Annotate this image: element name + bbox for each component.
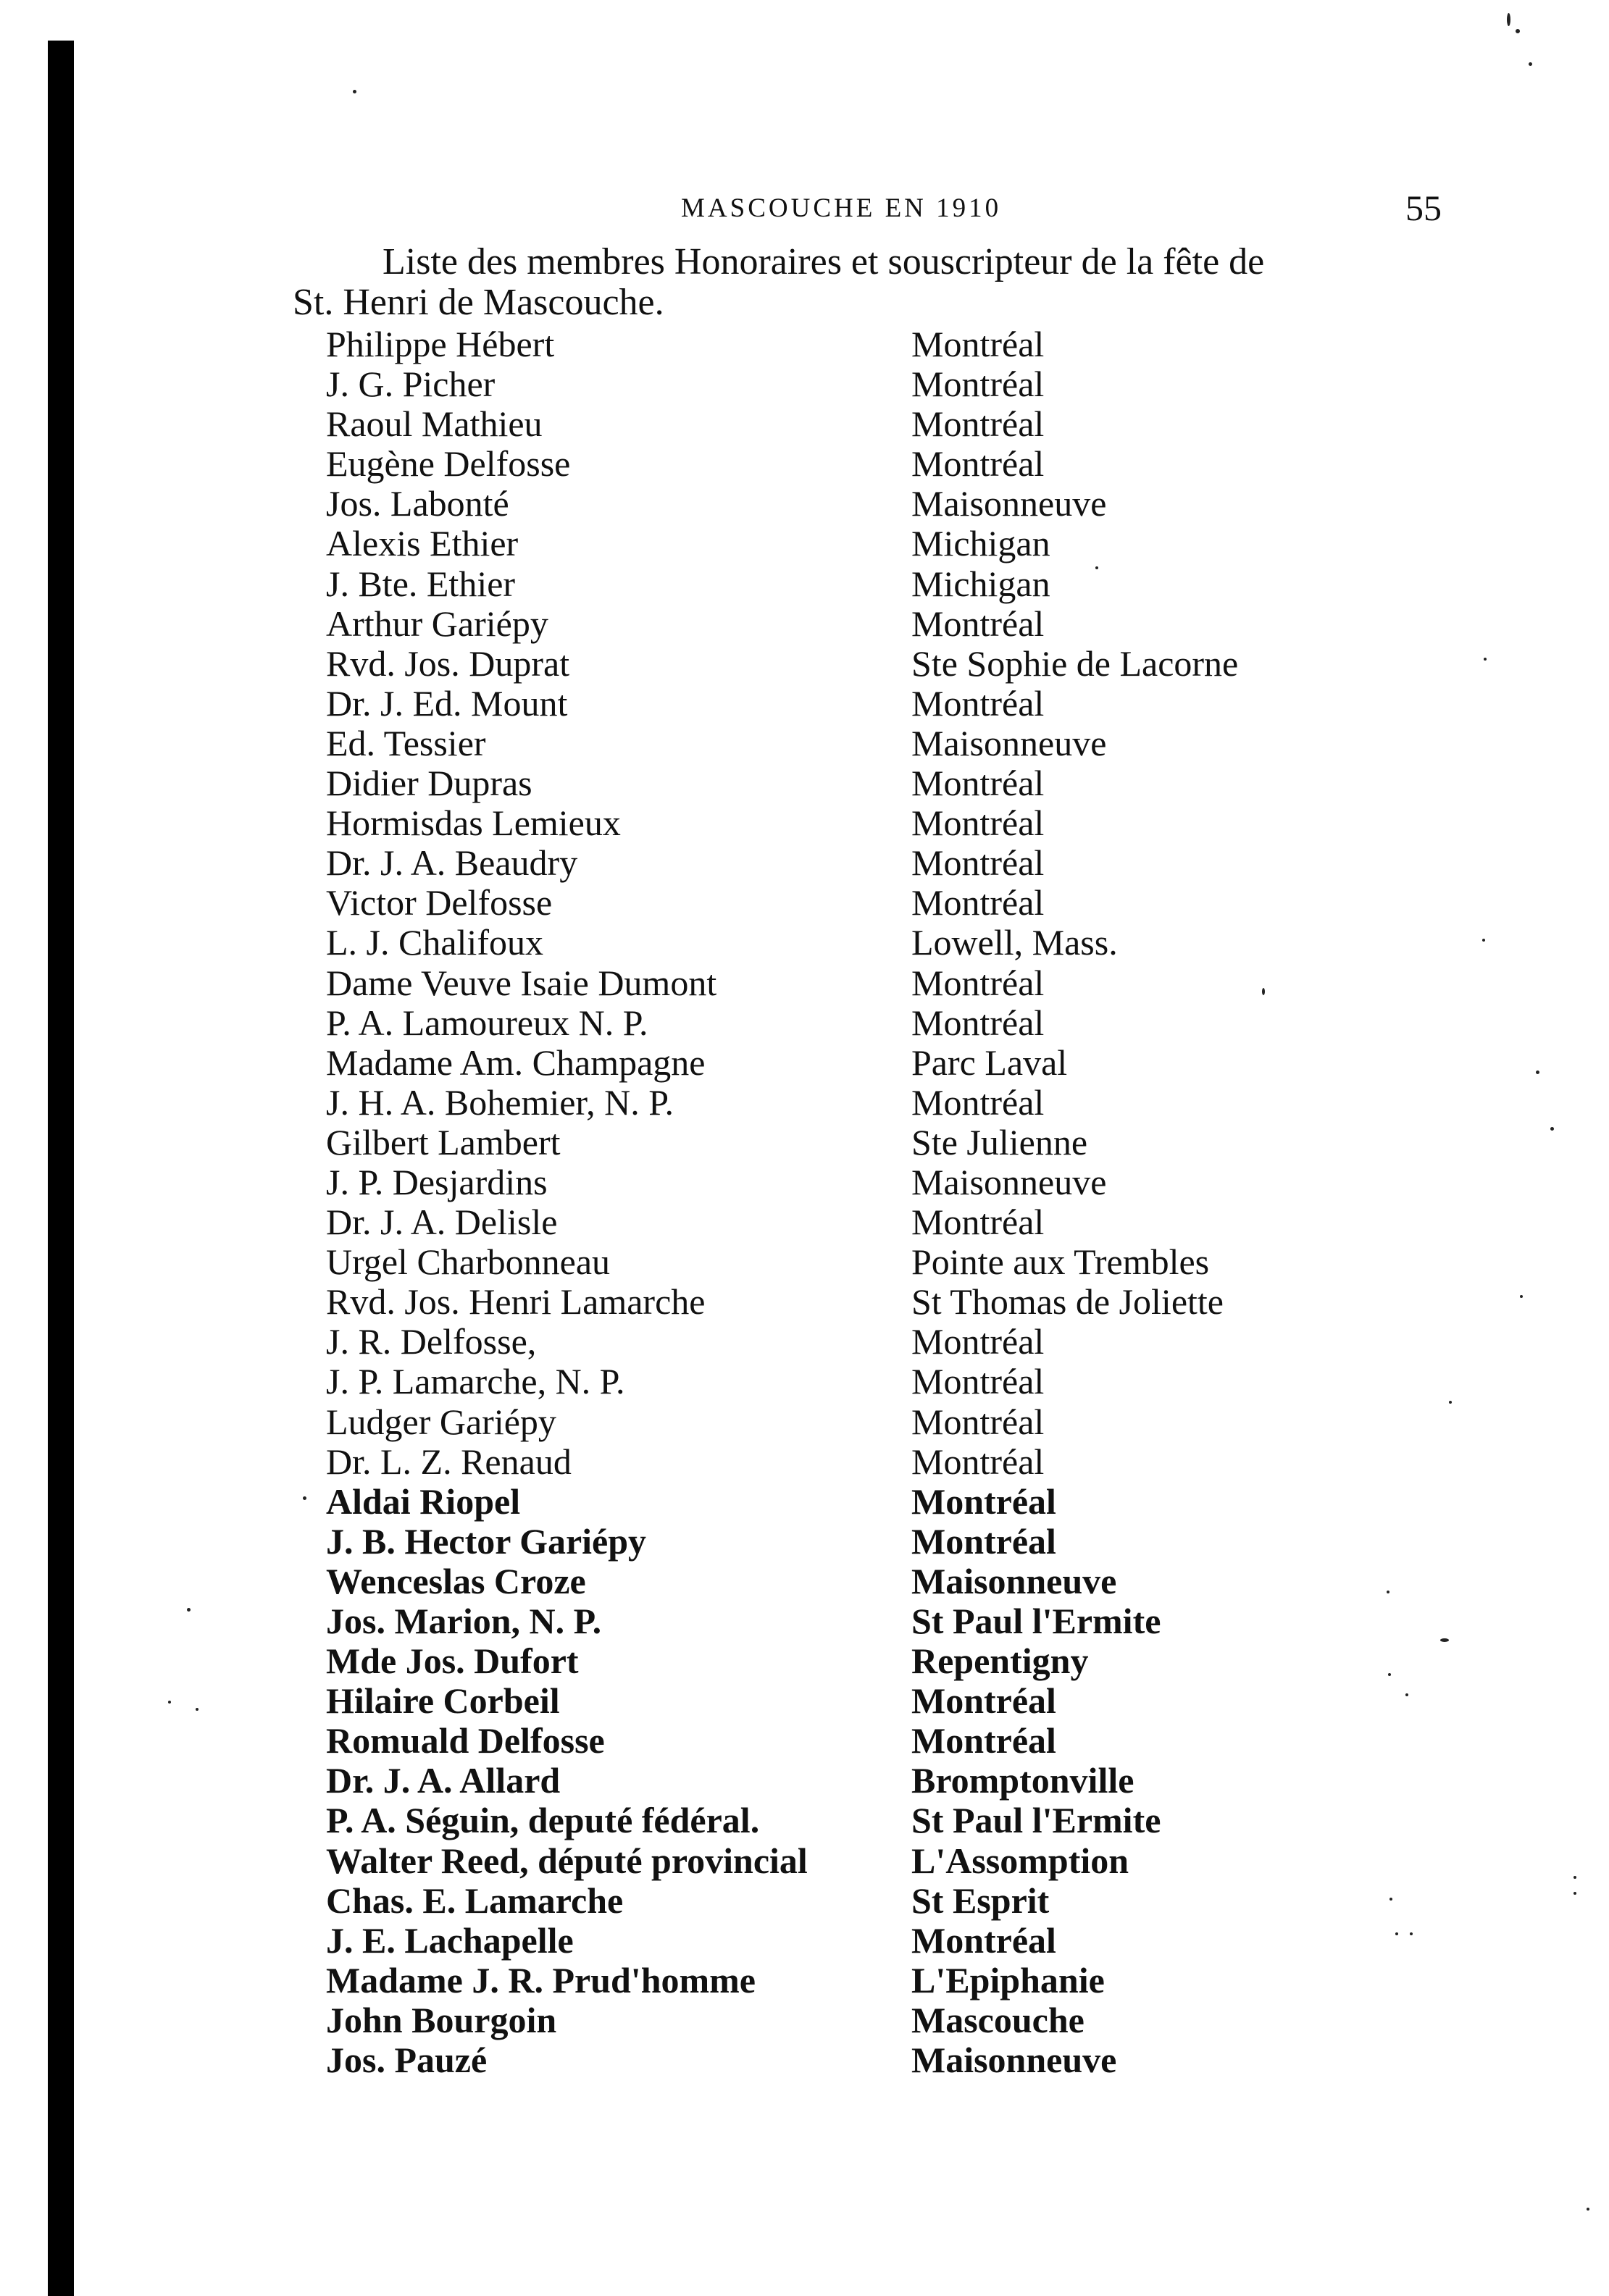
- member-row: [326, 1482, 1427, 1522]
- member-row: [326, 1522, 1427, 1562]
- member-place: Montréal: [911, 443, 1045, 485]
- speck: [1550, 1127, 1554, 1131]
- speck: [187, 1608, 191, 1612]
- speck: [1388, 1673, 1391, 1676]
- speck: [1410, 1932, 1413, 1935]
- member-name: Philippe Hébert: [326, 324, 555, 364]
- speck: [1507, 13, 1510, 26]
- speck: [1440, 1638, 1449, 1642]
- member-place: St Thomas de Joliette: [911, 1281, 1224, 1323]
- member-row: [326, 404, 1427, 444]
- member-name: Urgel Charbonneau: [326, 1241, 611, 1283]
- member-name: Romuald Delfosse: [326, 1720, 605, 1761]
- speck: [1095, 566, 1098, 569]
- member-place: Maisonneuve: [911, 2040, 1117, 2081]
- member-name: J. P. Desjardins: [326, 1161, 548, 1202]
- member-name: P. A. Séguin, deputé fédéral.: [326, 1800, 760, 1841]
- member-place: Montréal: [911, 1361, 1045, 1402]
- member-row: [326, 883, 1427, 923]
- intro-line-1: Liste des membres Honoraires et souscripteur de la fête de: [383, 241, 1265, 282]
- speck: [1387, 1591, 1389, 1593]
- speck: [1587, 2208, 1589, 2211]
- member-place: St Paul l'Ermite: [911, 1601, 1161, 1641]
- member-place: Pointe aux Trembles: [911, 1241, 1210, 1283]
- member-row: [326, 724, 1427, 763]
- member-name: J. E. Lachapelle: [326, 1919, 574, 1961]
- member-place: Montréal: [911, 1720, 1056, 1761]
- member-name: J. P. Lamarche, N. P.: [326, 1361, 625, 1402]
- member-name: Jos. Marion, N. P.: [326, 1601, 602, 1641]
- member-name: Eugène Delfosse: [326, 443, 571, 485]
- speck: [1529, 62, 1532, 66]
- member-row: [326, 1921, 1427, 1961]
- members-list: [326, 324, 1427, 2080]
- member-row: [326, 444, 1427, 484]
- member-row: [326, 524, 1427, 563]
- member-name: Rvd. Jos. Henri Lamarche: [326, 1281, 706, 1323]
- member-name: Hilaire Corbeil: [326, 1680, 560, 1722]
- member-place: St Paul l'Ermite: [911, 1800, 1161, 1841]
- member-row: [326, 1043, 1427, 1083]
- member-row: [326, 1322, 1427, 1362]
- binding-edge-lower: [62, 1000, 74, 2296]
- member-place: L'Epiphanie: [911, 1959, 1105, 2000]
- member-place: Michigan: [911, 523, 1050, 564]
- member-name: Dame Veuve Isaie Dumont: [326, 962, 717, 1003]
- member-place: Montréal: [911, 1401, 1045, 1442]
- member-row: [326, 763, 1427, 803]
- member-name: Didier Dupras: [326, 763, 532, 804]
- member-name: Gilbert Lambert: [326, 1121, 561, 1162]
- member-row: [326, 364, 1427, 404]
- member-name: Hormisdas Lemieux: [326, 803, 621, 844]
- member-place: Lowell, Mass.: [911, 922, 1118, 963]
- member-name: Chas. E. Lamarche: [326, 1880, 624, 1921]
- member-row: [326, 1442, 1427, 1482]
- member-place: Montréal: [911, 962, 1045, 1003]
- member-row: [326, 604, 1427, 644]
- member-name: Dr. L. Z. Renaud: [326, 1441, 572, 1482]
- member-place: Montréal: [911, 1520, 1056, 1562]
- member-name: Ed. Tessier: [326, 722, 486, 763]
- member-place: Montréal: [911, 403, 1045, 445]
- member-row: [326, 1681, 1427, 1721]
- member-name: Dr. J. A. Delisle: [326, 1202, 558, 1243]
- member-name: Dr. J. Ed. Mount: [326, 682, 568, 724]
- member-place: Montréal: [911, 1919, 1056, 1961]
- member-name: Rvd. Jos. Duprat: [326, 642, 570, 684]
- speck: [1516, 29, 1520, 33]
- member-name: J. R. Delfosse,: [326, 1321, 537, 1362]
- member-row: [326, 1641, 1427, 1681]
- speck: [1389, 1898, 1392, 1901]
- member-place: Maisonneuve: [911, 483, 1107, 524]
- member-place: Montréal: [911, 603, 1045, 644]
- member-place: Repentigny: [911, 1641, 1089, 1682]
- member-row: [326, 1362, 1427, 1402]
- member-row: [326, 564, 1427, 604]
- member-name: Victor Delfosse: [326, 882, 553, 923]
- member-row: [326, 684, 1427, 724]
- member-place: Bromptonville: [911, 1760, 1134, 1801]
- member-name: Raoul Mathieu: [326, 403, 543, 445]
- speck: [196, 1708, 198, 1711]
- member-name: Jos. Labonté: [326, 483, 509, 524]
- member-row: [326, 1162, 1427, 1202]
- member-row: [326, 324, 1427, 364]
- member-row: [326, 484, 1427, 524]
- speck: [1262, 988, 1265, 995]
- speck: [1574, 1876, 1576, 1879]
- speck: [1536, 1071, 1539, 1074]
- member-place: Montréal: [911, 1441, 1045, 1482]
- speck: [1574, 1892, 1576, 1895]
- member-place: Montréal: [911, 1321, 1045, 1362]
- member-place: Montréal: [911, 1680, 1056, 1722]
- member-name: Wenceslas Croze: [326, 1560, 586, 1601]
- member-place: Montréal: [911, 1002, 1045, 1043]
- member-row: [326, 1123, 1427, 1162]
- member-place: Mascouche: [911, 1999, 1084, 2040]
- member-name: Aldai Riopel: [326, 1480, 521, 1522]
- member-row: [326, 1083, 1427, 1123]
- member-name: Dr. J. A. Beaudry: [326, 842, 578, 884]
- member-name: J. H. A. Bohemier, N. P.: [326, 1081, 674, 1123]
- member-row: [326, 1003, 1427, 1043]
- member-name: Madame Am. Champagne: [326, 1042, 706, 1083]
- member-row: [326, 843, 1427, 883]
- speck: [1482, 939, 1485, 942]
- speck: [303, 1496, 306, 1500]
- member-name: Jos. Pauzé: [326, 2040, 488, 2081]
- member-row: [326, 1761, 1427, 1801]
- member-place: Montréal: [911, 1480, 1056, 1522]
- member-row: [326, 2040, 1427, 2080]
- member-place: Montréal: [911, 882, 1045, 923]
- speck: [168, 1701, 171, 1704]
- member-place: Montréal: [911, 324, 1045, 364]
- member-name: Madame J. R. Prud'homme: [326, 1959, 756, 2000]
- member-place: Maisonneuve: [911, 722, 1107, 763]
- member-row: [326, 1881, 1427, 1921]
- member-place: Parc Laval: [911, 1042, 1068, 1083]
- member-place: Montréal: [911, 803, 1045, 844]
- member-row: [326, 923, 1427, 963]
- member-row: [326, 1961, 1427, 2000]
- member-name: J. Bte. Ethier: [326, 563, 516, 604]
- member-name: Walter Reed, député provincial: [326, 1840, 808, 1881]
- speck: [1449, 1401, 1452, 1404]
- list-intro: [293, 242, 1452, 323]
- member-row: [326, 1242, 1427, 1282]
- member-name: L. J. Chalifoux: [326, 922, 543, 963]
- member-row: [326, 803, 1427, 843]
- member-name: Arthur Gariépy: [326, 603, 548, 644]
- member-place: Montréal: [911, 1202, 1045, 1243]
- speck: [1520, 1295, 1523, 1298]
- member-place: Montréal: [911, 1081, 1045, 1123]
- speck: [353, 90, 356, 93]
- member-name: John Bourgoin: [326, 1999, 557, 2040]
- member-place: Montréal: [911, 842, 1045, 884]
- member-row: [326, 1562, 1427, 1601]
- member-row: [326, 644, 1427, 684]
- member-place: Maisonneuve: [911, 1161, 1107, 1202]
- member-row: [326, 1202, 1427, 1242]
- member-name: Alexis Ethier: [326, 523, 519, 564]
- member-name: J. G. Picher: [326, 364, 496, 405]
- member-place: Montréal: [911, 763, 1045, 804]
- page-number: 55: [1405, 188, 1442, 228]
- member-place: Maisonneuve: [911, 1560, 1117, 1601]
- member-place: L'Assomption: [911, 1840, 1129, 1881]
- speck: [1405, 1693, 1408, 1696]
- member-row: [326, 963, 1427, 1003]
- member-place: Ste Julienne: [911, 1121, 1088, 1162]
- member-row: [326, 1841, 1427, 1881]
- member-row: [326, 1801, 1427, 1840]
- speck: [1395, 1932, 1398, 1935]
- member-row: [326, 1402, 1427, 1442]
- member-place: Montréal: [911, 364, 1045, 405]
- member-name: J. B. Hector Gariépy: [326, 1520, 647, 1562]
- member-place: Montréal: [911, 682, 1045, 724]
- member-place: Ste Sophie de Lacorne: [911, 642, 1239, 684]
- member-row: [326, 2000, 1427, 2040]
- intro-line-2: St. Henri de Mascouche.: [293, 282, 664, 323]
- running-title: MASCOUCHE EN 1910: [681, 193, 1002, 223]
- member-name: Dr. J. A. Allard: [326, 1760, 561, 1801]
- member-name: P. A. Lamoureux N. P.: [326, 1002, 648, 1043]
- member-name: Mde Jos. Dufort: [326, 1641, 579, 1682]
- member-row: [326, 1282, 1427, 1322]
- speck: [1484, 658, 1487, 661]
- member-row: [326, 1721, 1427, 1761]
- member-row: [326, 1601, 1427, 1641]
- member-name: Ludger Gariépy: [326, 1401, 556, 1442]
- member-place: Michigan: [911, 563, 1050, 604]
- page-header: [681, 190, 1442, 233]
- member-place: St Esprit: [911, 1880, 1050, 1921]
